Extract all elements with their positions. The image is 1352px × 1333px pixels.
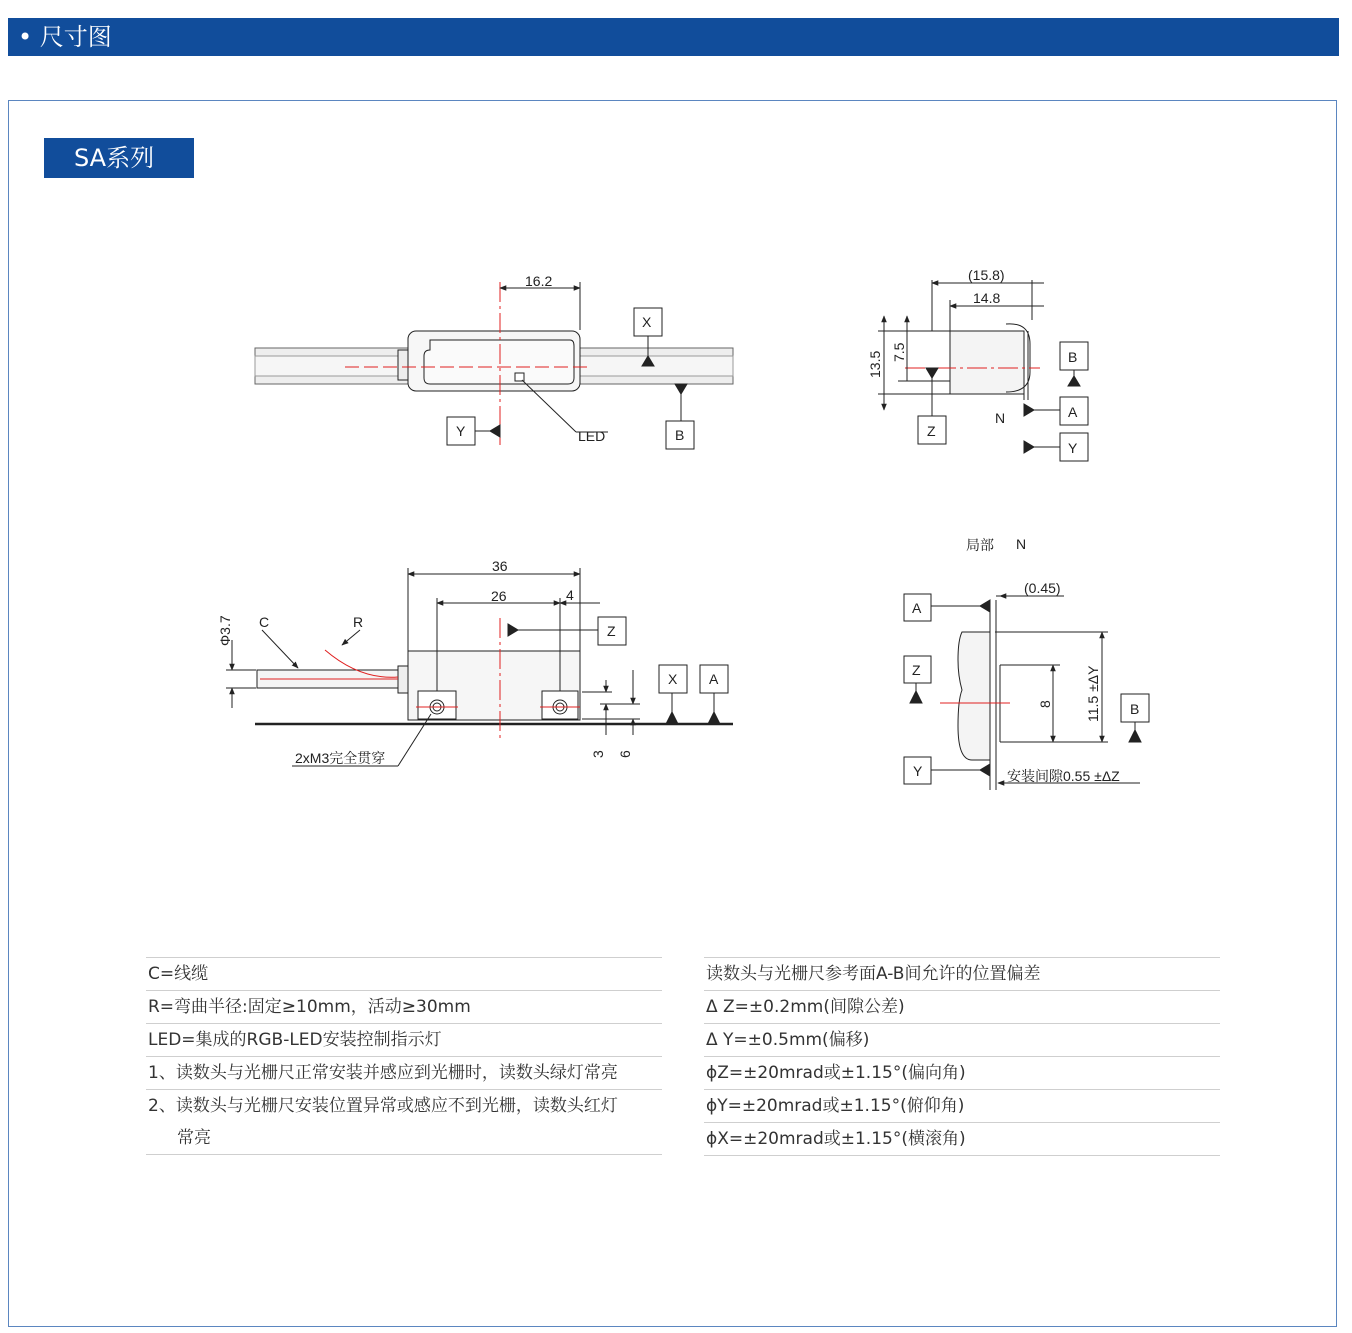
series-label: SA系列 xyxy=(44,138,194,178)
detail-title-mark: N xyxy=(1016,536,1027,552)
dim-26: 26 xyxy=(491,588,507,604)
ref-z-label: Z xyxy=(607,623,616,639)
dim-4: 4 xyxy=(566,587,574,603)
list-item: R=弯曲半径:固定≥10mm，活动≥30mm xyxy=(146,991,662,1024)
dim-11-5: 11.5 ±ΔY xyxy=(1085,665,1101,722)
holes-note: 2xM3完全贯穿 xyxy=(295,750,386,766)
dim-13-5: 13.5 xyxy=(867,350,883,378)
top-view xyxy=(255,282,733,449)
ref-b-label: B xyxy=(675,427,685,443)
dim-7-5: 7.5 xyxy=(891,342,907,362)
list-item: ϕY=±20mrad或±1.15°(俯仰角) xyxy=(704,1090,1220,1123)
ref-x-label: X xyxy=(642,314,652,330)
dim-cable-dia: Φ3.7 xyxy=(217,615,233,646)
detail-n-mark: N xyxy=(995,410,1006,426)
ref-b-label: B xyxy=(1130,701,1140,717)
ref-y-label: Y xyxy=(456,423,466,439)
section-title: • 尺寸图 xyxy=(18,23,112,51)
dim-6: 6 xyxy=(617,750,633,758)
ref-a-label: A xyxy=(709,671,719,687)
list-item: C=线缆 xyxy=(146,957,662,991)
list-item: Δ Z=±0.2mm(间隙公差) xyxy=(704,991,1220,1024)
dim-15-8: (15.8) xyxy=(968,267,1005,283)
head-end-body xyxy=(950,331,1024,394)
side-view xyxy=(226,568,733,766)
ref-y-label: Y xyxy=(1068,440,1078,456)
dim-14-8: 14.8 xyxy=(973,290,1001,306)
dim-8: 8 xyxy=(1037,700,1053,708)
list-item: 常亮 xyxy=(146,1122,662,1155)
led-label: LED xyxy=(578,428,606,444)
dim-0-45: (0.45) xyxy=(1024,580,1061,596)
list-item: Δ Y=±0.5mm(偏移) xyxy=(704,1024,1220,1057)
list-item: 读数头与光栅尺参考面A-B间允许的位置偏差 xyxy=(704,957,1220,991)
install-gap: 安装间隙0.55 ±ΔZ xyxy=(1007,768,1120,784)
ref-a-label: A xyxy=(1068,404,1078,420)
ref-y-label: Y xyxy=(913,763,923,779)
ref-b-label: B xyxy=(1068,349,1078,365)
ref-z-label: Z xyxy=(912,662,921,678)
detail-view xyxy=(904,594,1149,790)
list-item: 2、读数头与光栅尺安装位置异常或感应不到光栅，读数头红灯 xyxy=(148,1096,618,1116)
end-view xyxy=(878,280,1088,461)
detail-title: 局部 xyxy=(966,537,994,553)
label-r: R xyxy=(353,614,364,630)
list-item: 1、读数头与光栅尺正常安装并感应到光栅时，读数头绿灯常亮 xyxy=(146,1057,662,1090)
list-item: ϕX=±20mrad或±1.15°(横滚角) xyxy=(704,1123,1220,1156)
list-item: LED=集成的RGB-LED安装控制指示灯 xyxy=(146,1024,662,1057)
ref-z-label: Z xyxy=(927,423,936,439)
dim-3: 3 xyxy=(590,750,606,758)
notes-right xyxy=(704,957,1220,1156)
label-c: C xyxy=(259,614,270,630)
led-indicator xyxy=(515,373,524,381)
list-item: ϕZ=±20mrad或±1.15°(偏向角) xyxy=(704,1057,1220,1090)
dim-16-2: 16.2 xyxy=(525,273,553,289)
ref-x-label: X xyxy=(668,671,678,687)
dim-36: 36 xyxy=(492,558,508,574)
notes-left xyxy=(146,957,662,1155)
ref-a-label: A xyxy=(912,600,922,616)
